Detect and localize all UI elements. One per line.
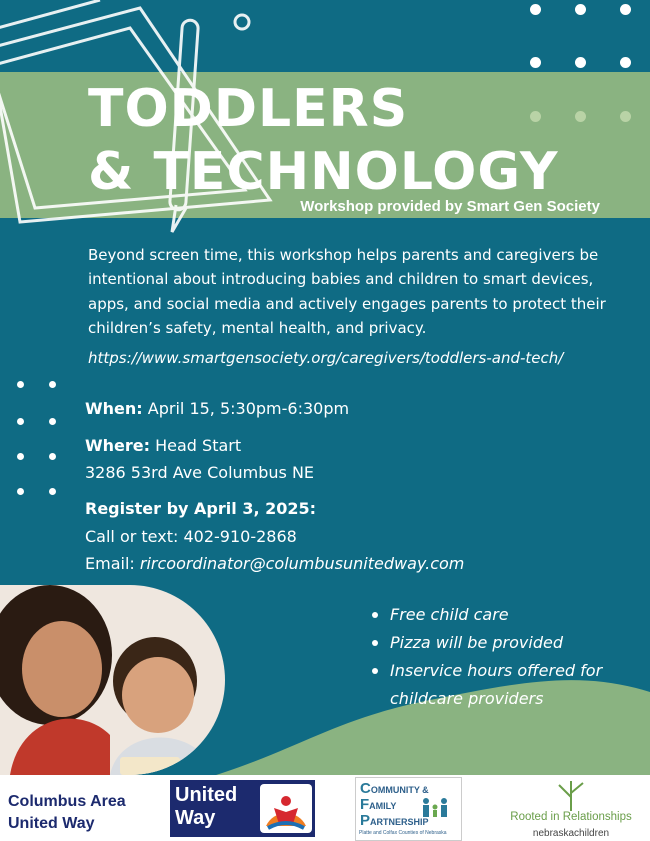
cfp-partnership: ARTNERSHIP [370, 817, 429, 827]
rir-subtitle: nebraskachildren [532, 828, 610, 839]
when-line [85, 399, 349, 418]
cfp-p: P [360, 812, 371, 829]
cauw-line-1: Columbus Area [8, 793, 126, 810]
email-line [85, 554, 464, 573]
call-line: Call or text: 402-910-2868 [85, 527, 297, 546]
when-label: When: [85, 399, 143, 418]
uw-line-1: United [175, 784, 238, 806]
title-line-2: & TECHNOLOGY [88, 142, 559, 202]
decorative-dots-left [17, 381, 67, 501]
where-label: Where: [85, 436, 151, 455]
family-icon [418, 796, 454, 818]
list-item: Inservice hours offered for childcare providers [370, 657, 650, 713]
mother-child-photo [0, 585, 225, 775]
cfp-community: OMMUNITY & [370, 785, 429, 795]
address: 3286 53rd Ave Columbus NE [85, 463, 315, 482]
united-way-emblem-icon [260, 784, 312, 833]
register-label [85, 499, 316, 518]
cfp-subtitle: Platte and Colfax Counties of Nebraska [359, 830, 447, 836]
when-value: April 15, 5:30pm-6:30pm [147, 399, 350, 418]
uw-line-2: Way [175, 807, 216, 829]
register-deadline: Register by April 3, 2025: [85, 499, 317, 518]
columbus-area-united-way-logo [8, 791, 126, 835]
cfp-f: F [360, 796, 370, 813]
workshop-link[interactable]: https://www.smartgensociety.org/caregivers/toddlers-and-tech/ [88, 349, 564, 367]
tree-icon [551, 777, 591, 811]
cfp-family: AMILY [369, 801, 397, 811]
email-link[interactable]: rircoordinator@columbusunitedway.com [139, 554, 465, 573]
community-family-partnership-logo [355, 777, 462, 841]
united-way-logo [170, 780, 315, 837]
list-item: Free child care [370, 601, 650, 629]
perks-list [370, 601, 650, 713]
title-line-1: TODDLERS [88, 79, 409, 139]
cfp-c: C [360, 780, 371, 797]
subtitle: Workshop provided by Smart Gen Society [300, 198, 600, 215]
where-value: Head Start [155, 436, 242, 455]
rir-title: Rooted in Relationships [510, 811, 632, 823]
description: Beyond screen time, this workshop helps parents and caregivers be intentional about introducing babies and children to smart devices, apps, and social media and actively engages parents to protect their children’s safety, mental health, and privacy. [88, 246, 606, 337]
rooted-in-relationships-logo [492, 775, 650, 841]
where-line [85, 436, 241, 455]
list-item: Pizza will be provided [370, 629, 650, 657]
page-title [88, 78, 559, 204]
cauw-line-2: United Way [8, 815, 95, 832]
email-label: Email: [85, 554, 135, 573]
sponsor-footer [0, 775, 650, 841]
